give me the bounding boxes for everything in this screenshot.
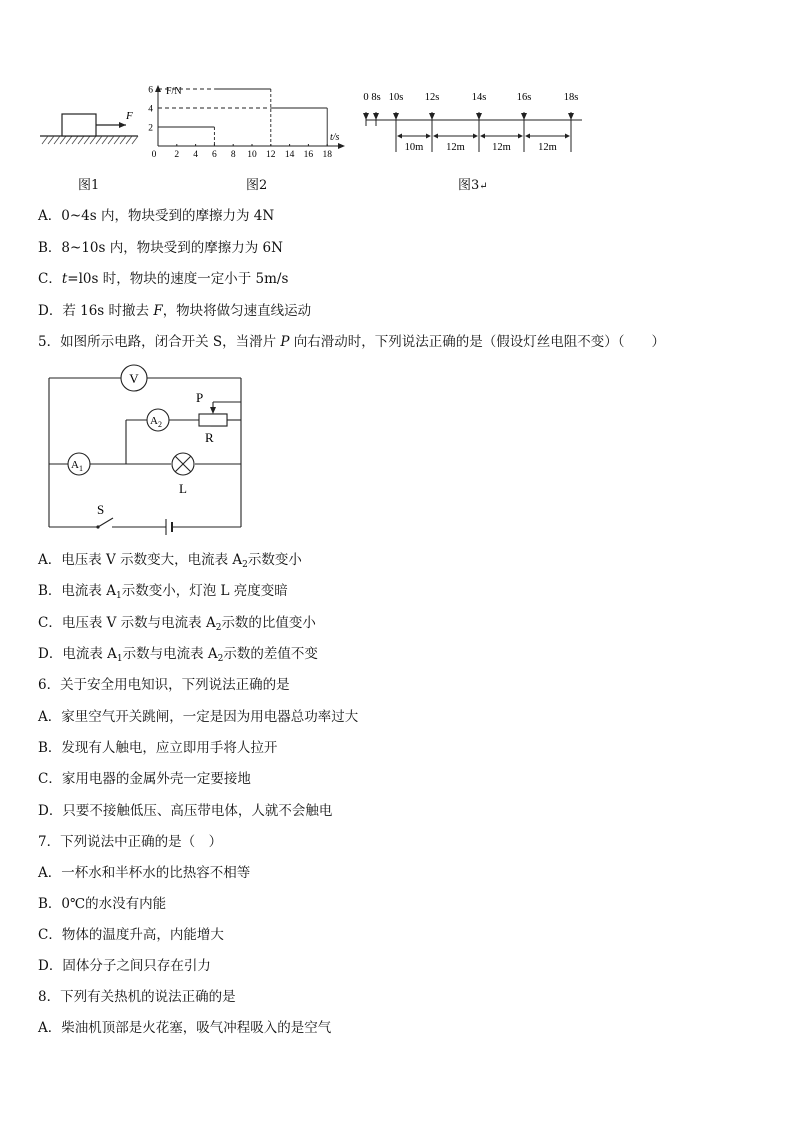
x-tick-label: 12 xyxy=(266,150,276,160)
timeline-tick-arrow xyxy=(429,113,435,120)
timeline-time-label: 0 xyxy=(363,92,369,103)
q6-stem: 6．关于安全用电知识，下列说法正确的是 xyxy=(38,677,290,693)
circuit-diagram xyxy=(40,362,255,541)
q8-option-a: A．柴油机顶部是火花塞，吸气冲程吸入的是空气 xyxy=(38,1020,332,1036)
timeline-tick-arrow xyxy=(476,113,482,120)
q5-option-d-post: 示数的差值不变 xyxy=(223,646,318,662)
timeline-figure xyxy=(356,86,586,158)
x-tick-label: 4 xyxy=(193,150,198,160)
x-tick-label: 14 xyxy=(284,150,295,160)
timeline-time-label: 10s xyxy=(388,92,404,103)
q4-option-a xyxy=(38,207,274,225)
figure-2 xyxy=(142,82,352,162)
distance-span-label: 12m xyxy=(492,142,511,153)
q7-option-d: D．固体分子之间只存在引力 xyxy=(38,958,211,974)
q6-option-b: B．发现有人触电，应立即用手将人拉开 xyxy=(38,740,278,756)
floor-hatch xyxy=(42,136,138,144)
q5-stem-post: 向右滑动时，下列说法正确的是（假设灯丝电阻不变）（ ） xyxy=(289,334,666,350)
distance-span-arrow-right xyxy=(473,134,478,139)
distance-span-label: 12m xyxy=(446,142,465,153)
figure-1 xyxy=(38,100,148,150)
q5-option-d-sub2: 2 xyxy=(217,654,224,664)
figure-3 xyxy=(356,86,586,158)
distance-span-label: 12m xyxy=(538,142,557,153)
timeline-tick-arrow xyxy=(393,113,399,120)
ammeter-a1-label: $A_1$ xyxy=(71,459,83,473)
q4-option-d-text: ，物块将做匀速直线运动 xyxy=(162,303,312,319)
switch-lever xyxy=(98,518,113,527)
timeline-tick-arrow xyxy=(373,113,379,120)
q5-option-b xyxy=(38,582,288,605)
q5-option-b-pre: B．电流表 A xyxy=(38,583,116,599)
distance-span-arrow-left xyxy=(480,134,485,139)
resistor-label: R xyxy=(205,430,214,445)
q5-option-a-post: 示数变小 xyxy=(247,552,302,568)
q8-stem: 8．下列有关热机的说法正确的是 xyxy=(38,989,236,1005)
q5-option-c-sub: 2 xyxy=(215,623,222,633)
x-axis-label: t/s xyxy=(330,132,340,143)
q4-option-b xyxy=(38,239,283,257)
q4-option-c-prefix: C． xyxy=(38,271,62,287)
q5-option-d xyxy=(38,645,318,668)
y-tick-label: 6 xyxy=(148,85,153,96)
x-tick-label: 6 xyxy=(212,150,217,160)
origin-label: 0 xyxy=(151,150,157,160)
q7-option-c: C．物体的温度升高，内能增大 xyxy=(38,927,224,943)
x-tick-label: 2 xyxy=(174,150,180,160)
distance-span-arrow-left xyxy=(397,134,402,139)
q5-option-a xyxy=(38,551,302,574)
distance-span-arrow-right xyxy=(518,134,523,139)
q5-option-d-pre: D．电流表 A xyxy=(38,646,117,662)
timeline-time-label: 14s xyxy=(471,92,487,103)
x-axis-arrow xyxy=(338,143,345,149)
timeline-time-label: 16s xyxy=(516,92,532,103)
figure-3-caption xyxy=(458,174,488,193)
distance-span-arrow-left xyxy=(433,134,438,139)
figure-3-caption-text: 图3 xyxy=(458,178,480,193)
q4-option-c xyxy=(38,270,288,288)
q5-option-d-mid: 示数与电流表 A xyxy=(122,646,218,662)
force-arrowhead xyxy=(119,122,126,128)
switch-label: S xyxy=(97,502,105,517)
q5-option-c-pre: C．电压表 V 示数与电流表 A xyxy=(38,615,216,631)
x-tick-label: 16 xyxy=(303,150,314,160)
timeline-tick-arrow xyxy=(363,113,369,120)
q7-option-a: A．一杯水和半杯水的比热容不相等 xyxy=(38,865,251,881)
slider-label: P xyxy=(196,390,204,405)
figure-1-caption: 图1 xyxy=(78,178,100,193)
q6-option-a: A．家里空气开关跳闸，一定是因为用电器总功率过大 xyxy=(38,709,359,725)
lamp-label: L xyxy=(179,481,187,496)
resistor-r-body xyxy=(199,414,227,426)
q4-option-c-text: =l0s 时，物块的速度一定小于 5m/s xyxy=(67,271,289,287)
y-tick-label: 2 xyxy=(148,123,153,134)
block xyxy=(62,114,96,136)
q4-option-d-var: F xyxy=(153,303,163,319)
distance-span-arrow-right xyxy=(426,134,431,139)
q4-option-b-text: B．8~10s 内，物块受到的摩擦力为 6N xyxy=(38,240,283,256)
timeline-time-label: 12s xyxy=(424,92,440,103)
q5-option-a-sub: 2 xyxy=(242,560,248,570)
x-tick-label: 18 xyxy=(322,150,332,160)
voltmeter-label: V xyxy=(129,371,139,386)
q4-option-a-text: A．0~4s 内，物块受到的摩擦力为 4N xyxy=(38,208,275,224)
y-tick-label: 4 xyxy=(148,104,153,115)
q6-option-c: C．家用电器的金属外壳一定要接地 xyxy=(38,771,251,787)
q7-option-b: B．0℃的水没有内能 xyxy=(38,896,167,912)
circuit-svg xyxy=(40,362,255,537)
slider-arrow xyxy=(210,407,216,414)
figure-1-svg xyxy=(38,100,148,150)
y-axis-label: F/N xyxy=(166,86,182,97)
q7-stem: 7．下列说法中正确的是（ ） xyxy=(38,834,223,850)
q5-option-c-post: 示数的比值变小 xyxy=(221,615,316,631)
q5-option-c xyxy=(38,614,316,637)
q5-option-b-sub: 1 xyxy=(115,591,122,601)
x-tick-label: 10 xyxy=(247,150,257,160)
q6-option-d: D．只要不接触低压、高压带电体，人就不会触电 xyxy=(38,803,333,819)
distance-span-arrow-right xyxy=(565,134,570,139)
q5-stem-pre: 5．如图所示电路，闭合开关 S，当滑片 xyxy=(38,334,281,350)
q5-option-b-post: 示数变小，灯泡 L 亮度变暗 xyxy=(121,583,288,599)
figure-2-caption: 图2 xyxy=(246,178,268,193)
q4-option-d-prefix: D．若 16s 时撤去 xyxy=(38,303,154,319)
distance-span-label: 10m xyxy=(404,142,424,153)
q4-option-c-var: t xyxy=(61,271,68,287)
q5-stem-var: P xyxy=(280,334,290,350)
distance-span-arrow-left xyxy=(525,134,530,139)
q5-option-d-sub: 1 xyxy=(116,654,123,664)
q4-option-d xyxy=(38,302,311,320)
timeline-time-label: 18s xyxy=(563,92,579,103)
q5-option-a-pre: A．电压表 V 示数变大，电流表 A xyxy=(38,552,243,568)
timeline-tick-arrow xyxy=(568,113,574,120)
timeline-tick-arrow xyxy=(521,113,527,120)
ammeter-a2-label: $A_2$ xyxy=(150,415,162,429)
timeline-time-label: 8s xyxy=(371,92,381,103)
x-tick-label: 8 xyxy=(230,150,236,160)
q5-stem xyxy=(38,333,665,351)
force-label: F xyxy=(126,110,133,122)
return-mark: ↵ xyxy=(479,181,488,192)
force-time-chart xyxy=(142,82,352,162)
